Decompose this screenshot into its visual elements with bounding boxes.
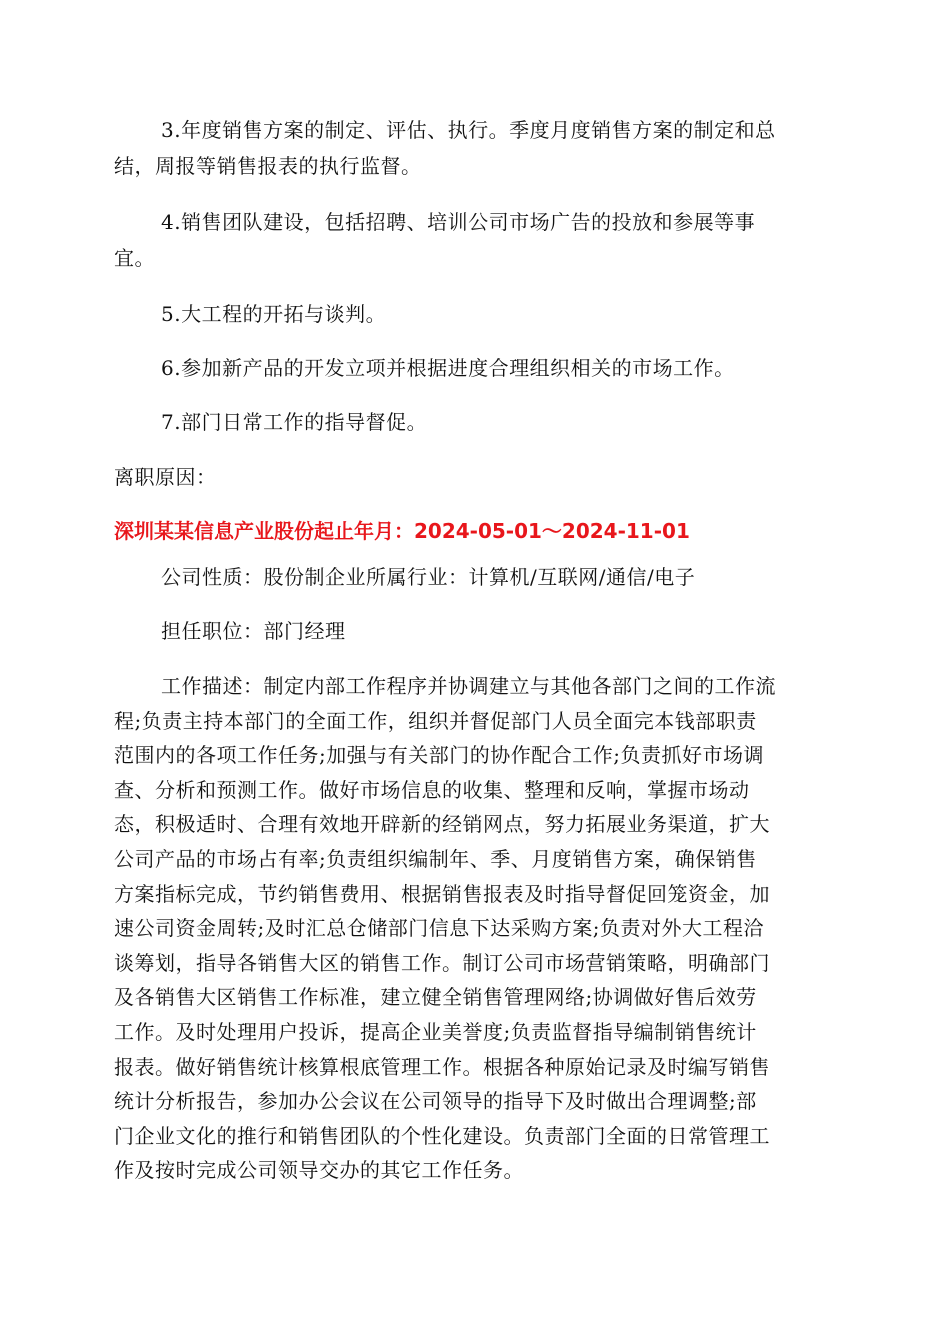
job-description-line: 查、分析和预测工作。做好市场信息的收集、整理和反响，掌握市场动 [114, 777, 750, 802]
job-description-line: 公司产品的市场占有率;负责组织编制年、季、月度销售方案，确保销售 [114, 846, 757, 871]
job-description-line: 范围内的各项工作任务;加强与有关部门的协作配合工作;负责抓好市场调 [114, 743, 764, 768]
duty-5: 5.大工程的开拓与谈判。 [161, 302, 387, 326]
duty-3-line-2: 结，周报等销售报表的执行监督。 [114, 154, 422, 178]
job-description-line: 速公司资金周转;及时汇总仓储部门信息下达采购方案;负责对外大工程洽 [114, 916, 764, 941]
job-heading: 深圳某某信息产业股份起止年月：2024-05-01～2024-11-01 [114, 519, 690, 543]
position-line: 担任职位：部门经理 [161, 619, 346, 643]
duty-4-line-1: 4.销售团队建设，包括招聘、培训公司市场广告的投放和参展等事 [161, 210, 756, 234]
leave-reason-label: 离职原因： [114, 465, 217, 489]
duty-3-line-1: 3.年度销售方案的制定、评估、执行。季度月度销售方案的制定和总 [161, 118, 776, 142]
job-description-line: 报表。做好销售统计核算根底管理工作。根据各种原始记录及时编写销售 [114, 1054, 770, 1079]
job-description-line: 及各销售大区销售工作标准，建立健全销售管理网络;协调做好售后效劳 [114, 985, 757, 1010]
duty-6: 6.参加新产品的开发立项并根据进度合理组织相关的市场工作。 [161, 356, 735, 380]
job-description-line: 作及按时完成公司领导交办的其它工作任务。 [114, 1158, 524, 1183]
job-description-line: 程;负责主持本部门的全面工作，组织并督促部门人员全面完本钱部职责 [114, 708, 757, 733]
job-description-line: 方案指标完成，节约销售费用、根据销售报表及时指导督促回笼资金，加 [114, 881, 770, 906]
job-description-line: 统计分析报告，参加办公会议在公司领导的指导下及时做出合理调整;部 [114, 1089, 757, 1114]
job-description-line: 谈筹划，指导各销售大区的销售工作。制订公司市场营销策略，明确部门 [114, 950, 770, 975]
duty-7: 7.部门日常工作的指导督促。 [161, 410, 428, 434]
duty-4-line-2: 宜。 [114, 246, 155, 270]
job-description-line: 工作。及时处理用户投诉，提高企业美誉度;负责监督指导编制销售统计 [114, 1019, 757, 1044]
job-description-line: 态，积极适时、合理有效地开辟新的经销网点，努力拓展业务渠道，扩大 [114, 812, 770, 837]
job-description-line: 工作描述：制定内部工作程序并协调建立与其他各部门之间的工作流 [161, 674, 776, 698]
company-info: 公司性质：股份制企业所属行业：计算机/互联网/通信/电子 [161, 565, 696, 589]
job-description [114, 669, 836, 1188]
job-description-line: 门企业文化的推行和销售团队的个性化建设。负责部门全面的日常管理工 [114, 1123, 770, 1148]
